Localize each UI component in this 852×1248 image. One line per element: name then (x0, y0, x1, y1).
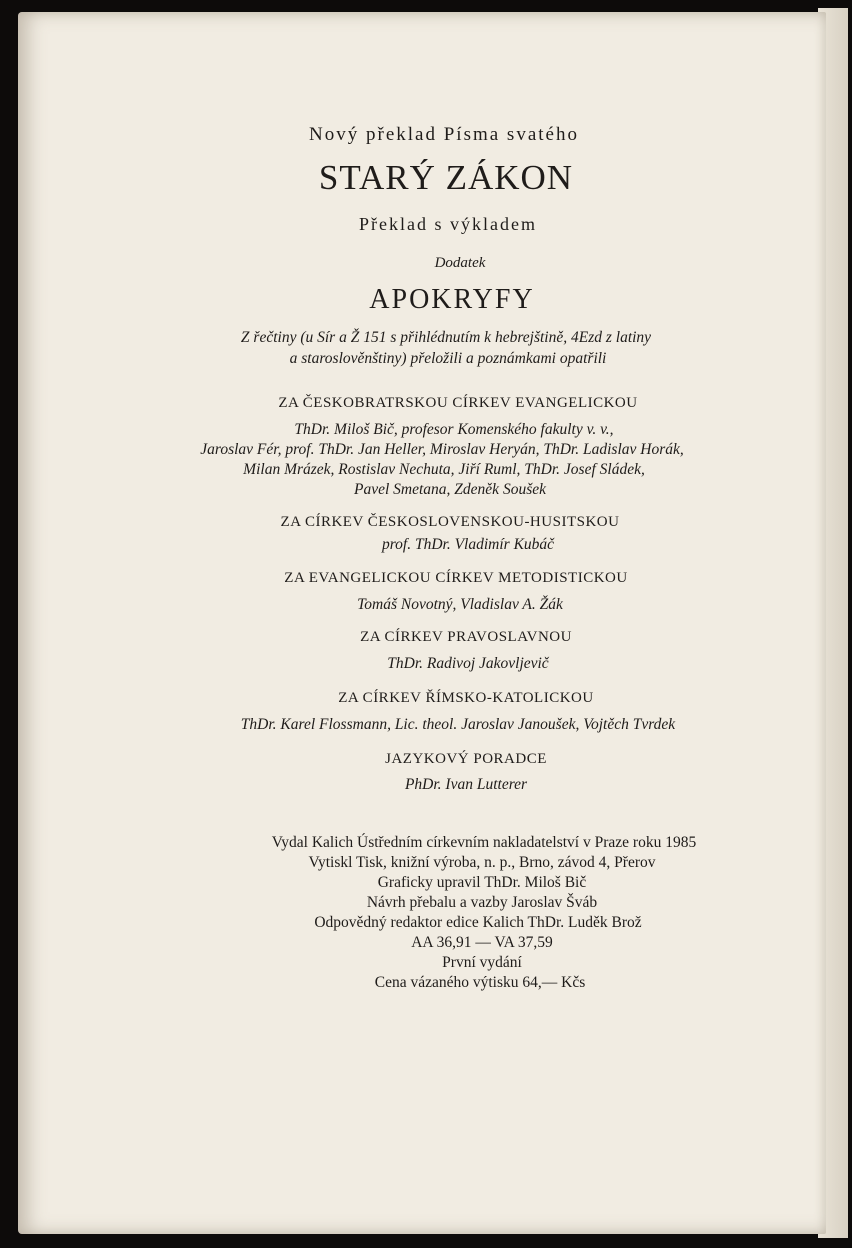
translation-note-line-1: Z řečtiny (u Sír a Ž 151 s přihlédnutím k hebrejštině, 4Ezd z latiny (240, 329, 652, 346)
imprint-line: Cena vázaného výtisku 64,— Kčs (374, 974, 586, 991)
imprint-line: Vytiskl Tisk, knižní výroba, n. p., Brno, závod 4, Přerov (308, 854, 656, 871)
church-heading: ZA CÍRKEV ČESKOSLOVENSKOU-HUSITSKOU (280, 514, 620, 530)
appendix-label: Dodatek (434, 255, 486, 271)
series-title: Nový překlad Písma svatého (309, 124, 579, 145)
imprint-line: Návrh přebalu a vazby Jaroslav Šváb (366, 894, 598, 911)
imprint-line: Odpovědný redaktor edice Kalich ThDr. Luděk Brož (314, 914, 642, 931)
church-heading: ZA CÍRKEV ŘÍMSKO-KATOLICKOU (338, 690, 594, 706)
language-advisor-heading: JAZYKOVÝ PORADCE (385, 751, 547, 767)
language-advisor-name: PhDr. Ivan Lutterer (404, 776, 528, 793)
translator-line: ThDr. Radivoj Jakovljevič (387, 655, 549, 672)
translator-line: Jaroslav Fér, prof. ThDr. Jan Heller, Miroslav Heryán, ThDr. Ladislav Horák, (200, 441, 684, 458)
imprint-line: Graficky upravil ThDr. Miloš Bič (377, 874, 587, 891)
imprint-line: První vydání (442, 954, 522, 971)
imprint-line: AA 36,91 — VA 37,59 (411, 934, 553, 951)
translator-line: Pavel Smetana, Zdeněk Soušek (354, 481, 546, 498)
subtitle: Překlad s výkladem (359, 214, 537, 234)
book-title: STARÝ ZÁKON (318, 158, 574, 197)
church-heading: ZA CÍRKEV PRAVOSLAVNOU (360, 629, 572, 645)
translator-line: ThDr. Karel Flossmann, Lic. theol. Jaroslav Janoušek, Vojtěch Tvrdek (240, 716, 676, 733)
translator-line: ThDr. Miloš Bič, profesor Komenského fakulty v. v., (294, 421, 614, 438)
translator-line: prof. ThDr. Vladimír Kubáč (381, 536, 555, 553)
church-heading: ZA EVANGELICKOU CÍRKEV METODISTICKOU (284, 570, 628, 586)
translator-line: Tomáš Novotný, Vladislav A. Žák (357, 596, 563, 613)
church-heading: ZA ČESKOBRATRSKOU CÍRKEV EVANGELICKOU (278, 395, 638, 411)
translation-note-line-2: a staroslověnštiny) přeložili a poznámkami opatřili (289, 350, 607, 367)
translator-line: Milan Mrázek, Rostislav Nechuta, Jiří Ruml, ThDr. Josef Sládek, (243, 461, 645, 478)
imprint-line: Vydal Kalich Ústředním církevním nakladatelství v Praze roku 1985 (271, 834, 697, 851)
appendix-title: APOKRYFY (369, 284, 535, 315)
